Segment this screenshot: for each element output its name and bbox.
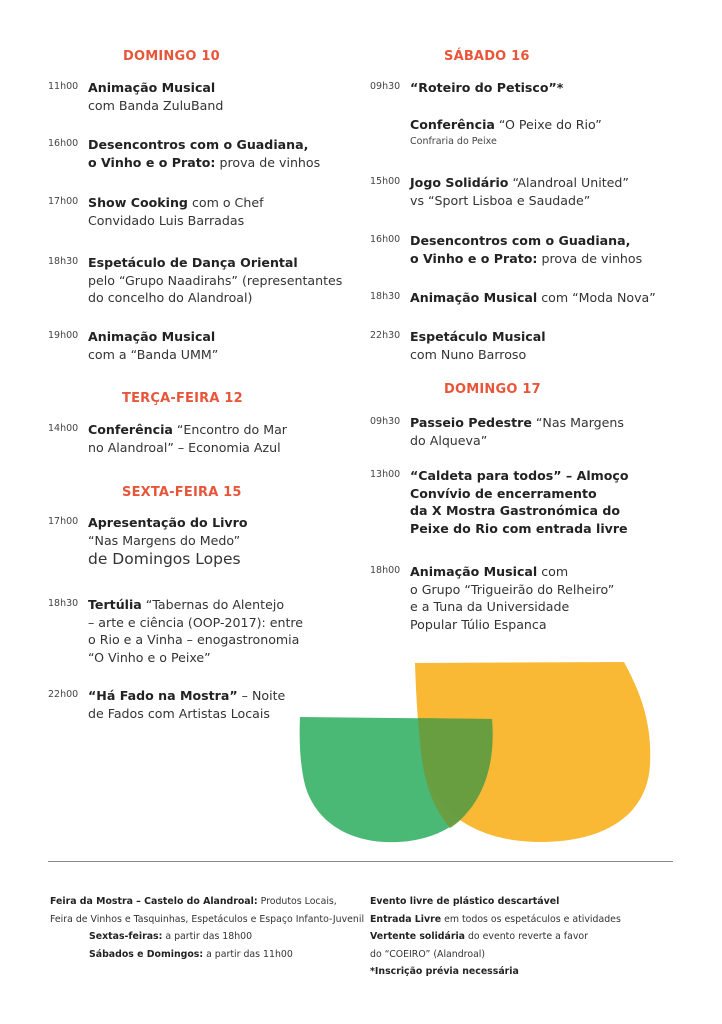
event-time: 13h00 bbox=[370, 469, 401, 480]
footer-venue-text: Produtos Locais, bbox=[257, 896, 337, 907]
event-detail: com bbox=[537, 564, 569, 579]
footer-solidarity-beneficiary: do “COEIRO” (Alandroal) bbox=[370, 948, 486, 960]
event-detail: o Rio e a Vinha – enogastronomia bbox=[88, 632, 300, 647]
footer-solidarity-label: Vertente solidária bbox=[370, 931, 465, 942]
event-detail: com Nuno Barroso bbox=[410, 346, 527, 362]
event-title: Desencontros com o Guadiana, bbox=[88, 137, 309, 152]
event-time: 17h00 bbox=[48, 516, 79, 527]
event-title: Desencontros com o Guadiana, bbox=[410, 233, 631, 248]
footer-solidarity-text: do evento reverte a favor bbox=[465, 931, 588, 942]
event-detail: “Tabernas do Alentejo bbox=[141, 597, 285, 612]
event-detail: prova de vinhos bbox=[215, 154, 321, 170]
event-title: Show Cooking bbox=[88, 195, 188, 210]
event-detail: e a Tuna da Universidade bbox=[410, 599, 570, 614]
footer-weekend-time: a partir das 11h00 bbox=[203, 948, 293, 960]
event-time: 15h00 bbox=[370, 176, 401, 187]
event-title: “Roteiro do Petisco”* bbox=[410, 80, 564, 95]
event-title-cont: o Vinho e o Prato: bbox=[88, 154, 216, 170]
event-time: 17h00 bbox=[48, 196, 79, 207]
footer-registration-note: *Inscrição prévia necessária bbox=[370, 966, 519, 977]
event-title-cont: Peixe do Rio com entrada livre bbox=[410, 520, 628, 536]
event-title: Espetáculo de Dança Oriental bbox=[88, 255, 298, 270]
event-time: 19h00 bbox=[48, 330, 79, 341]
event-title: Animação Musical bbox=[410, 564, 538, 579]
event-title: Animação Musical bbox=[88, 80, 216, 95]
event-detail: “Nas Margens do Medo” bbox=[88, 532, 241, 548]
event-time: 16h00 bbox=[48, 138, 79, 149]
event-author: de Domingos Lopes bbox=[88, 550, 241, 568]
event-time: 16h00 bbox=[370, 234, 401, 245]
footer-venue-desc: Feira de Vinhos e Tasquinhas, Espetáculos e Espaço Infanto-Juvenil bbox=[50, 913, 365, 925]
event-detail: – Noite bbox=[237, 688, 286, 703]
event-title: “Há Fado na Mostra” bbox=[88, 688, 238, 703]
event-detail: do concelho do Alandroal) bbox=[88, 290, 253, 305]
event-time: 14h00 bbox=[48, 423, 79, 434]
footer-friday-time: a partir das 18h00 bbox=[162, 931, 253, 942]
event-detail: – arte e ciência (OOP-2017): entre bbox=[88, 614, 304, 630]
event-detail: “O Peixe do Rio” bbox=[494, 117, 602, 132]
footer-venue-label: Feira da Mostra – Castelo do Alandroal: bbox=[50, 896, 258, 907]
event-detail: Popular Túlio Espanca bbox=[410, 616, 547, 632]
event-detail: com “Moda Nova” bbox=[537, 290, 656, 305]
event-time: 18h30 bbox=[48, 256, 79, 267]
event-title: Conferência bbox=[410, 117, 495, 132]
event-detail: “Nas Margens bbox=[531, 415, 624, 430]
event-title: Jogo Solidário bbox=[410, 175, 509, 190]
decorative-bowls-illustration bbox=[290, 650, 670, 850]
event-title-cont: o Vinho e o Prato: bbox=[410, 250, 538, 266]
event-subtitle: Confraria do Peixe bbox=[410, 135, 497, 147]
event-detail: do Alqueva” bbox=[410, 432, 488, 448]
footer-weekend-label: Sábados e Domingos: bbox=[89, 948, 204, 960]
day-heading-sabado-16: SÁBADO 16 bbox=[444, 49, 530, 64]
footer-divider bbox=[48, 861, 673, 862]
event-time: 11h00 bbox=[48, 81, 79, 92]
event-time: 22h30 bbox=[370, 330, 401, 341]
event-detail: “Alandroal United” bbox=[508, 175, 629, 190]
event-title: Animação Musical bbox=[88, 329, 216, 344]
footer-friday-label: Sextas-feiras: bbox=[89, 931, 163, 942]
event-time: 18h30 bbox=[48, 598, 79, 609]
event-detail: prova de vinhos bbox=[537, 250, 643, 266]
event-title: Passeio Pedestre bbox=[410, 415, 532, 430]
event-detail: com Banda ZuluBand bbox=[88, 97, 224, 113]
event-time: 18h00 bbox=[370, 565, 401, 576]
day-heading-domingo-10: DOMINGO 10 bbox=[123, 49, 220, 64]
footer-free-entry-text: em todos os espetáculos e atividades bbox=[441, 913, 621, 925]
event-detail: Convidado Luis Barradas bbox=[88, 212, 245, 228]
day-heading-sexta-15: SEXTA-FEIRA 15 bbox=[122, 485, 242, 500]
event-title: Tertúlia bbox=[88, 597, 142, 612]
event-title: Espetáculo Musical bbox=[410, 329, 546, 344]
event-time: 09h30 bbox=[370, 416, 401, 427]
event-title: Animação Musical bbox=[410, 290, 538, 305]
event-title-cont: da X Mostra Gastronómica do bbox=[410, 503, 621, 518]
day-heading-terca-12: TERÇA-FEIRA 12 bbox=[122, 391, 243, 406]
event-detail: de Fados com Artistas Locais bbox=[88, 705, 270, 721]
event-detail: no Alandroal” – Economia Azul bbox=[88, 439, 281, 455]
footer-plastic-free: Evento livre de plástico descartável bbox=[370, 896, 560, 907]
footer-free-entry-label: Entrada Livre bbox=[370, 913, 442, 925]
event-detail: “O Vinho e o Peixe” bbox=[88, 649, 211, 665]
event-detail: o Grupo “Trigueirão do Relheiro” bbox=[410, 581, 615, 597]
event-detail: vs “Sport Lisboa e Saudade” bbox=[410, 192, 591, 208]
event-time: 09h30 bbox=[370, 81, 401, 92]
day-heading-domingo-17: DOMINGO 17 bbox=[444, 382, 541, 397]
event-time: 22h00 bbox=[48, 689, 79, 700]
footer-right-info bbox=[370, 893, 621, 981]
event-title: “Caldeta para todos” – Almoço bbox=[410, 468, 629, 483]
event-title: Apresentação do Livro bbox=[88, 515, 248, 530]
event-detail: pelo “Grupo Naadirahs” (representantes bbox=[88, 272, 343, 288]
footer-left-info bbox=[50, 893, 364, 963]
event-time: 18h30 bbox=[370, 291, 401, 302]
event-title: Conferência bbox=[88, 422, 173, 437]
event-detail: com o Chef bbox=[187, 195, 264, 210]
event-title-cont: Convívio de encerramento bbox=[410, 485, 597, 501]
event-detail: com a “Banda UMM” bbox=[88, 346, 219, 362]
event-detail: “Encontro do Mar bbox=[172, 422, 287, 437]
